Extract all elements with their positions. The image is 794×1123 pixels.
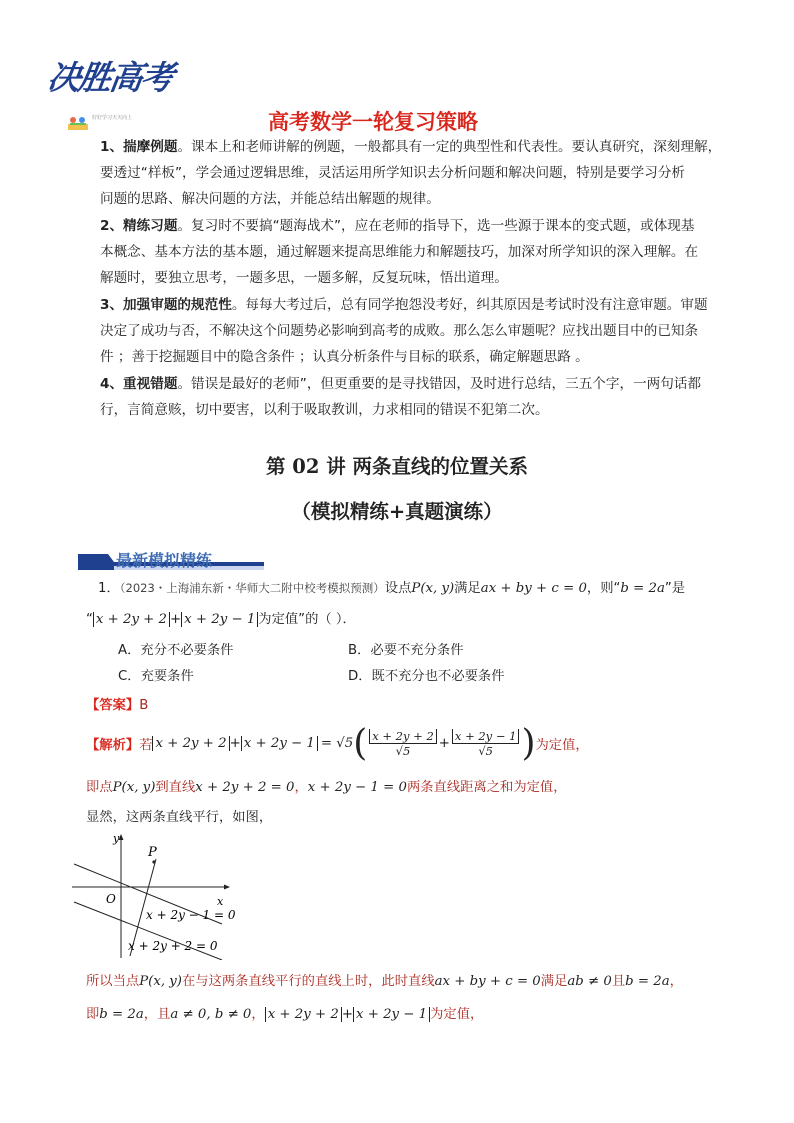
question-text: ”是 bbox=[664, 581, 686, 596]
option-d[interactable]: D．既不充分也不必要条件 bbox=[348, 669, 505, 684]
math-line-eq: ax + by + c = 0 bbox=[434, 974, 541, 989]
analysis-text: 为定值， bbox=[430, 1007, 484, 1022]
math-fraction-2 bbox=[452, 729, 520, 758]
logo-tagline: 好好学习天天向上 bbox=[92, 115, 133, 121]
math-abs-expr2: x + 2y − 1 bbox=[353, 1007, 430, 1022]
analysis-line-5 bbox=[86, 1003, 483, 1022]
analysis-text: 即点 bbox=[86, 780, 113, 795]
analysis-text: ，且 bbox=[143, 1007, 171, 1022]
math-condition: ab ≠ 0 bbox=[567, 974, 612, 989]
analysis-text: ， bbox=[294, 780, 308, 795]
strategy-1 bbox=[100, 134, 740, 212]
math-abs-expr1: x + 2y + 2 bbox=[93, 612, 170, 627]
y-axis-arrow bbox=[119, 834, 124, 840]
strategy-heading: 1、揣摩例题 bbox=[100, 139, 178, 155]
strategy-2 bbox=[100, 213, 740, 291]
fraction-numerator: x + 2y + 2 bbox=[369, 729, 437, 744]
x-axis-label: x bbox=[217, 895, 224, 908]
analysis-line-2 bbox=[86, 776, 567, 795]
section-label: 最新模拟精练 bbox=[116, 551, 213, 570]
analysis-label: 【解析】 bbox=[86, 737, 140, 753]
strategy-text: 。课本上和老师讲解的例题，一般都具有一定的典型性和代表性。要认真研究，深刻理解， bbox=[177, 139, 722, 155]
analysis-text: 所以当点 bbox=[86, 974, 140, 989]
analysis-text: 两条直线距离之和为定值， bbox=[406, 780, 567, 795]
lines-figure bbox=[70, 832, 250, 960]
strategy-title: 高考数学一轮复习策略 bbox=[268, 110, 478, 134]
question-text: 为定值”的（ ）． bbox=[258, 612, 356, 627]
strategy-text: 本概念、基本方法的基本题，通过解题来提高思维能力和解题技巧，加深对所学知识的深入理解。在 bbox=[100, 244, 699, 260]
strategy-heading: 2、精练习题 bbox=[100, 218, 178, 234]
question-text: “ bbox=[86, 612, 93, 627]
math-abs-expr1: x + 2y + 2 bbox=[152, 736, 229, 751]
strategy-4 bbox=[100, 371, 740, 423]
analysis-text: 为定值， bbox=[535, 737, 589, 753]
strategy-text: 行，言简意赅，切中要害，以利于吸取教训，力求相同的错误不犯第二次。 bbox=[100, 402, 549, 418]
option-b[interactable]: B．必要不充分条件 bbox=[348, 643, 464, 658]
analysis-text: 在与这两条直线平行的直线上时，此时直线 bbox=[181, 974, 435, 989]
line-upper-label: x + 2y − 1 = 0 bbox=[146, 908, 236, 922]
strategy-text: 问题的思路、解决问题的方法，并能总结出解题的规律。 bbox=[100, 191, 440, 207]
lecture-title: 第 02 讲 两条直线的位置关系 bbox=[265, 455, 528, 478]
math-point: P(x, y) bbox=[112, 780, 156, 795]
math-condition: b = 2a bbox=[99, 1007, 144, 1022]
math-plus: + bbox=[341, 1007, 353, 1022]
option-a[interactable]: A．充分不必要条件 bbox=[118, 643, 234, 658]
math-condition: b = 2a bbox=[625, 974, 670, 989]
analysis-text: 若 bbox=[139, 737, 153, 753]
analysis-text: 即 bbox=[86, 1007, 100, 1022]
analysis-line-1 bbox=[86, 720, 589, 766]
fraction-denominator: √5 bbox=[478, 743, 493, 758]
math-sqrt5: = √5 bbox=[320, 735, 354, 751]
math-condition: b = 2a bbox=[620, 581, 665, 596]
strategy-3 bbox=[100, 292, 740, 370]
math-plus: + bbox=[229, 735, 241, 751]
kids-reading-icon bbox=[66, 112, 90, 132]
strategy-text: 解题时，要独立思考，一题多思，一题多解，反复玩味，悟出道理。 bbox=[100, 270, 508, 286]
math-right-paren: ) bbox=[521, 722, 536, 764]
question-text: 设点 bbox=[384, 581, 412, 596]
analysis-line-4 bbox=[86, 970, 683, 989]
analysis-text: ， bbox=[251, 1007, 265, 1022]
analysis-text: 且 bbox=[611, 974, 626, 989]
answer-value: B bbox=[139, 698, 149, 713]
math-point: P(x, y) bbox=[139, 974, 182, 989]
strategy-heading: 4、重视错题 bbox=[100, 376, 178, 392]
x-axis-arrow bbox=[224, 885, 230, 890]
question-source: （2023・上海浦东新・华师大二附中校考模拟预测） bbox=[119, 581, 385, 595]
math-point: P(x, y) bbox=[411, 581, 455, 596]
strategy-text: 。复习时不要搞“题海战术”，应在老师的指导下，选一些源于课本的变式题，或体现基 bbox=[177, 218, 695, 234]
math-plus: + bbox=[438, 735, 450, 751]
strategy-heading: 3、加强审题的规范性 bbox=[100, 297, 232, 313]
origin-label: O bbox=[106, 892, 116, 906]
math-abs-expr2: x + 2y − 1 bbox=[181, 612, 258, 627]
line-lower-label: x + 2y + 2 = 0 bbox=[128, 939, 218, 953]
answer-label: 【答案】 bbox=[86, 698, 140, 713]
math-line-eq: x + 2y + 2 = 0 bbox=[195, 780, 295, 795]
strategy-text: 件 ；善于挖掘题目中的隐含条件 ；认真分析条件与目标的联系，确定解题思路 。 bbox=[100, 349, 589, 365]
analysis-line-3: 显然，这两条直线平行，如图， bbox=[86, 810, 273, 825]
math-fraction-1 bbox=[369, 729, 437, 758]
question-stem-line2 bbox=[86, 608, 356, 627]
math-condition: a ≠ 0, b ≠ 0 bbox=[170, 1007, 252, 1022]
answer bbox=[86, 694, 148, 713]
strategy-text: 。每每大考过后，总有同学抱怨没考好，纠其原因是考试时没有注意审题。审题 bbox=[231, 297, 708, 313]
point-p-label: P bbox=[148, 845, 157, 860]
strategy-text: 决定了成功与否，不解决这个问题势必影响到高考的成败。那么怎么审题呢？应找出题目中的已知条 bbox=[100, 323, 699, 339]
math-line-eq: x + 2y − 1 = 0 bbox=[307, 780, 407, 795]
math-abs-expr2: x + 2y − 1 bbox=[241, 736, 318, 751]
brand-logo bbox=[44, 52, 175, 134]
analysis-text: 到直线 bbox=[155, 780, 196, 795]
logo-text: 决胜高考 bbox=[44, 58, 175, 97]
fraction-denominator: √5 bbox=[395, 743, 411, 758]
point-p bbox=[152, 860, 155, 863]
question-number: 1． bbox=[98, 581, 120, 596]
question-stem bbox=[98, 577, 685, 596]
question-text: ，则“ bbox=[586, 581, 621, 596]
analysis-text: ， bbox=[669, 974, 683, 989]
strategy-text: 。错误是最好的老师”，但更重要的是寻找错因，及时进行总结，三五个字，一两句话都 bbox=[177, 376, 702, 392]
question-text: 满足 bbox=[454, 581, 481, 596]
y-axis-label: y bbox=[113, 832, 120, 845]
lecture-subtitle: （模拟精练+真题演练） bbox=[291, 500, 503, 523]
analysis-text: 满足 bbox=[540, 974, 568, 989]
option-c[interactable]: C．充要条件 bbox=[118, 669, 194, 684]
math-left-paren: ( bbox=[353, 722, 368, 764]
math-abs-expr1: x + 2y + 2 bbox=[265, 1007, 342, 1022]
fraction-numerator: x + 2y − 1 bbox=[452, 729, 520, 744]
strategy-text: 要透过“样板”，学会通过逻辑思维，灵活运用所学知识去分析问题和解决问题，特别是要学习分析 bbox=[100, 165, 686, 181]
math-line-eq: ax + by + c = 0 bbox=[480, 581, 587, 596]
math-plus: + bbox=[170, 612, 182, 627]
